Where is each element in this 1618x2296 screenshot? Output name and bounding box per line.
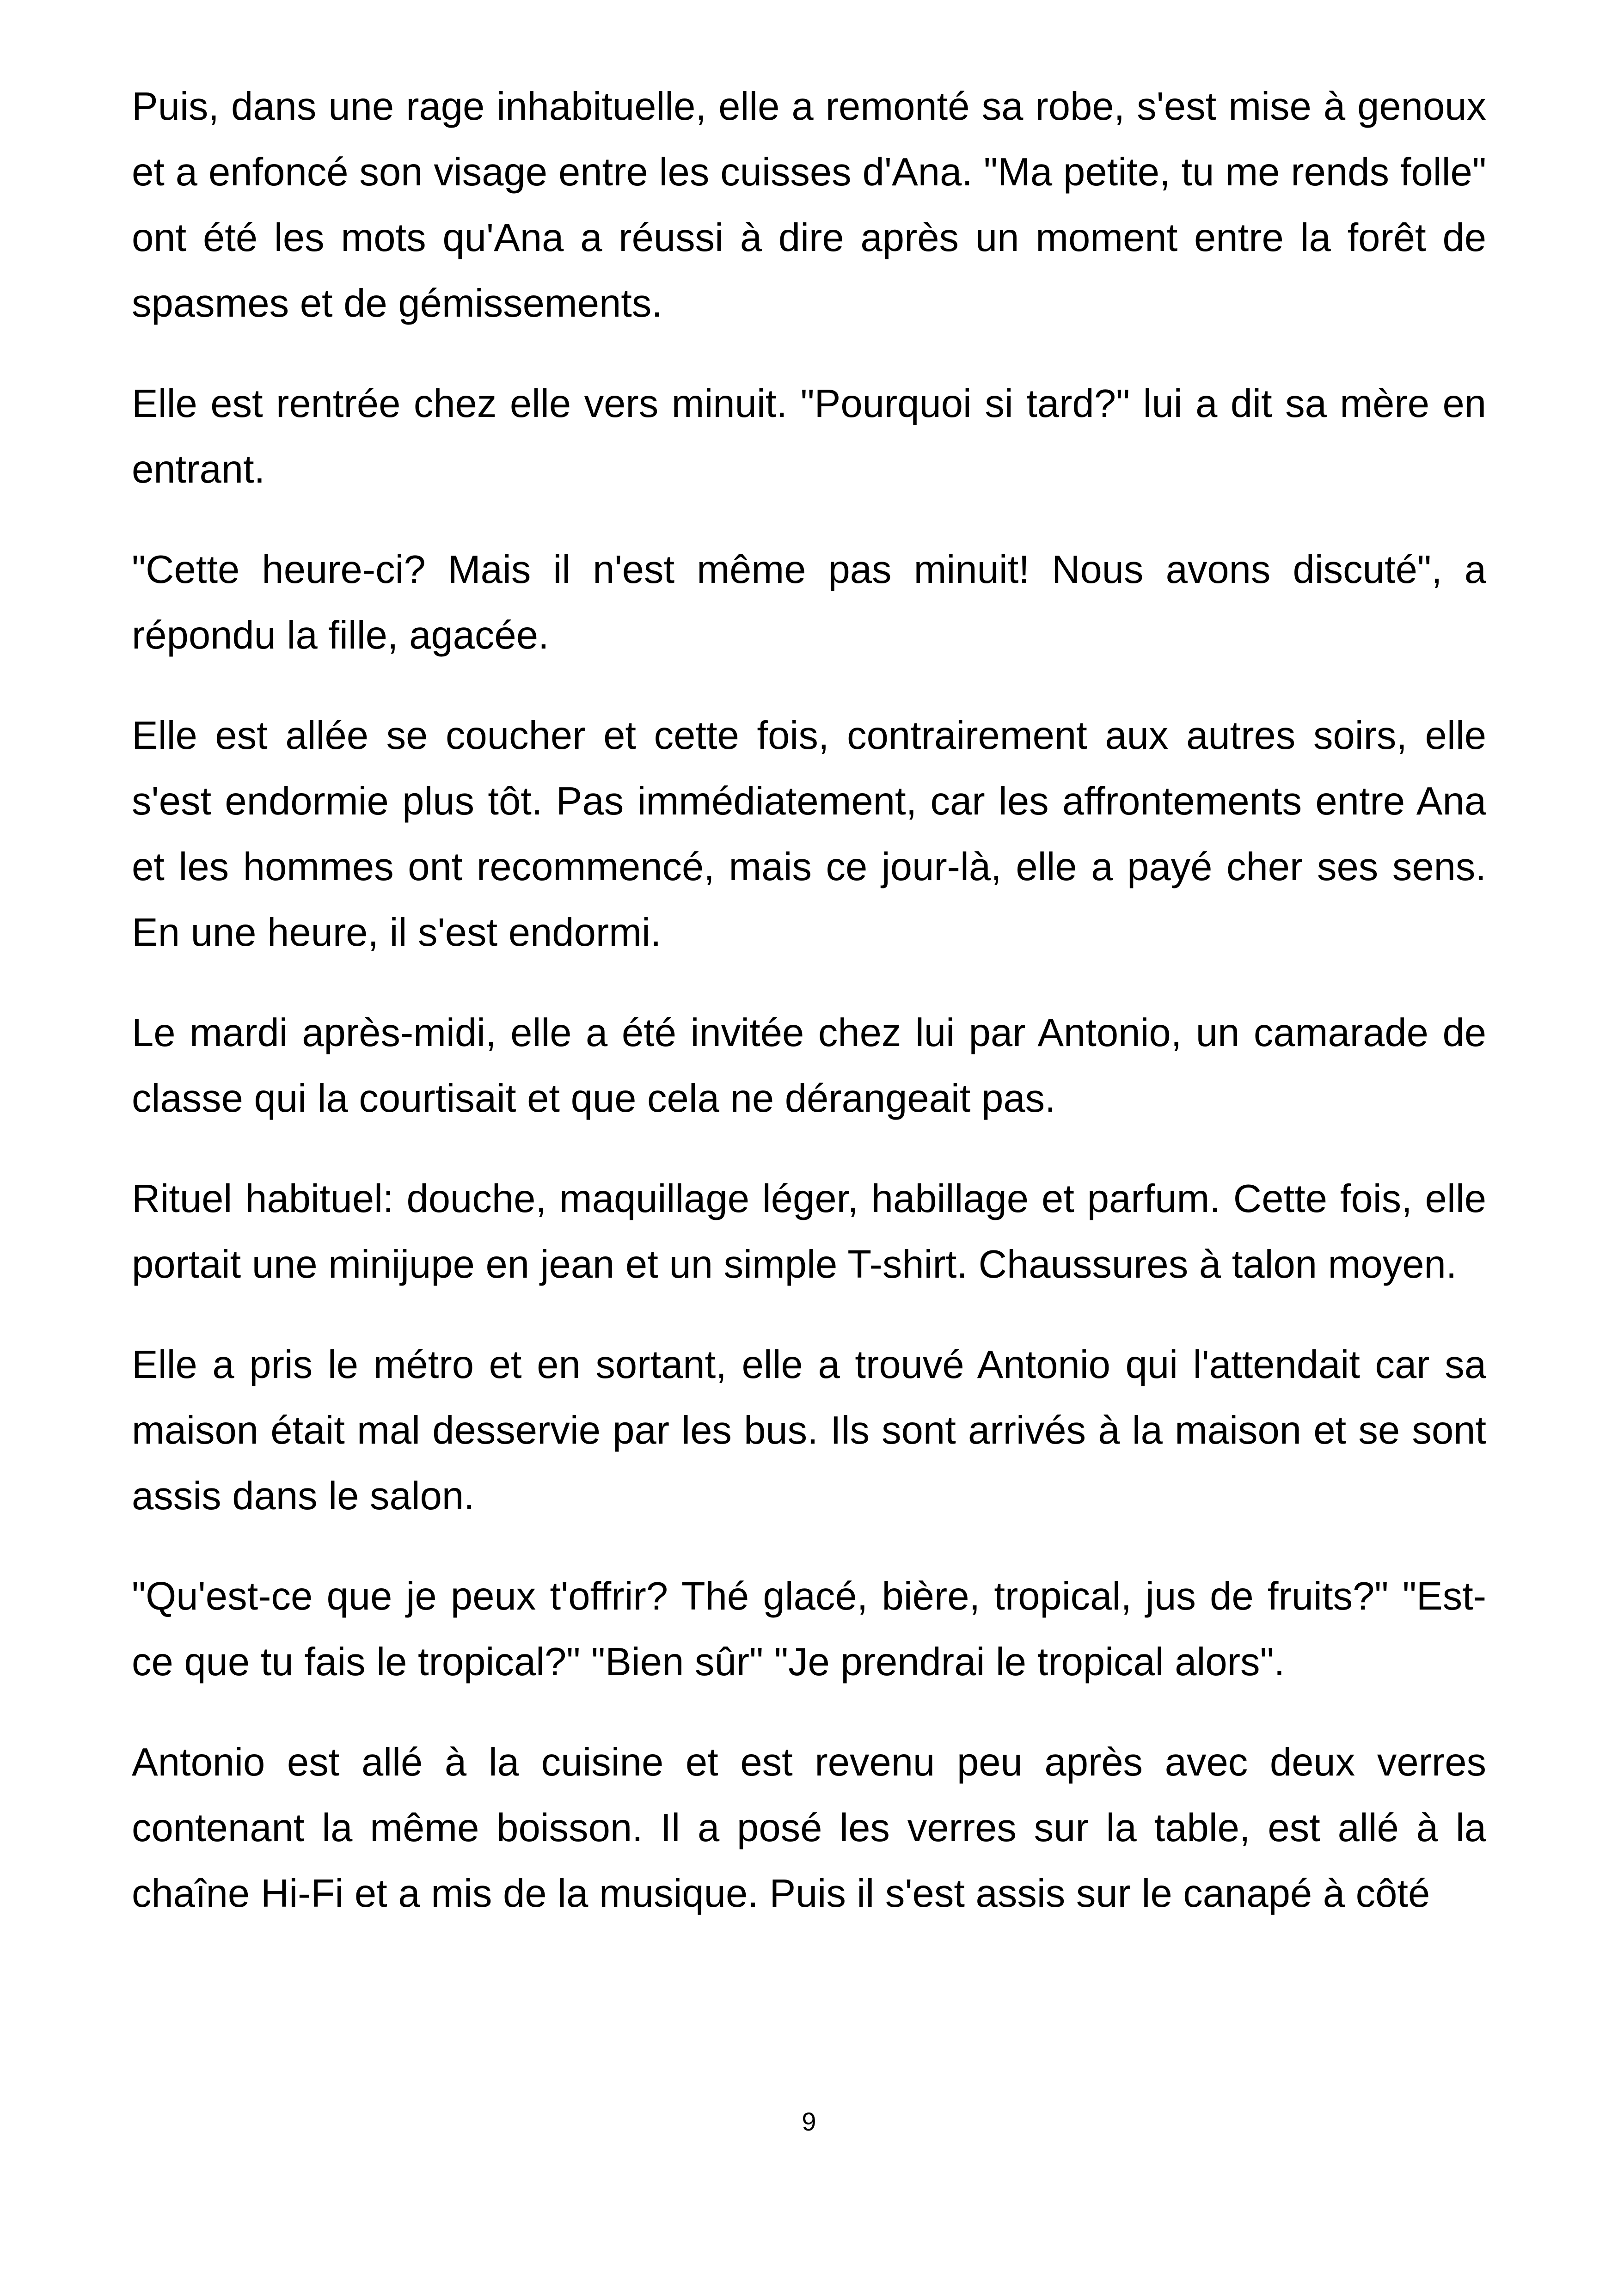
paragraph-5: Le mardi après-midi, elle a été invitée chez lui par Antonio, un camarade de classe qui la courtisait et que cela ne dérangeait pas. — [132, 1011, 1486, 1120]
paragraph-2: Elle est rentrée chez elle vers minuit. "Pourquoi si tard?" lui a dit sa mère en entrant. — [132, 382, 1486, 491]
paragraph-3: "Cette heure-ci? Mais il n'est même pas minuit! Nous avons discuté", a répondu la fille, agacée. — [132, 548, 1486, 657]
page-number: 9 — [802, 2107, 816, 2136]
paragraph-6: Rituel habituel: douche, maquillage léger, habillage et parfum. Cette fois, elle portait une minijupe en jean et un simple T-shirt. Chaussures à talon moyen. — [132, 1177, 1486, 1286]
paragraph-9: Antonio est allé à la cuisine et est revenu peu après avec deux verres contenant la même boisson. Il a posé les verres sur la table, est allé à la chaîne Hi-Fi et a mis de la musique. Puis il s'est assis sur le canapé à côté — [132, 1740, 1486, 1916]
paragraph-1: Puis, dans une rage inhabituelle, elle a remonté sa robe, s'est mise à genoux et a enfoncé son visage entre les cuisses d'Ana. "Ma petite, tu me rends folle" ont été les mots qu'Ana a réussi à dire après un moment entre la forêt de spasmes et de gémissements. — [132, 85, 1486, 325]
paragraph-4: Elle est allée se coucher et cette fois, contrairement aux autres soirs, elle s'est endormie plus tôt. Pas immédiatement, car les affrontements entre Ana et les hommes ont recommencé, mais ce jour-là, elle a payé cher ses sens. En une heure, il s'est endormi. — [132, 714, 1486, 955]
page-body — [132, 74, 1486, 1961]
paragraph-8: "Qu'est-ce que je peux t'offrir? Thé glacé, bière, tropical, jus de fruits?" "Est-ce que tu fais le tropical?" "Bien sûr" "Je prendrai le tropical alors". — [132, 1574, 1486, 1684]
paragraph-7: Elle a pris le métro et en sortant, elle a trouvé Antonio qui l'attendait car sa maison était mal desservie par les bus. Ils sont arrivés à la maison et se sont assis dans le salon. — [132, 1343, 1486, 1518]
